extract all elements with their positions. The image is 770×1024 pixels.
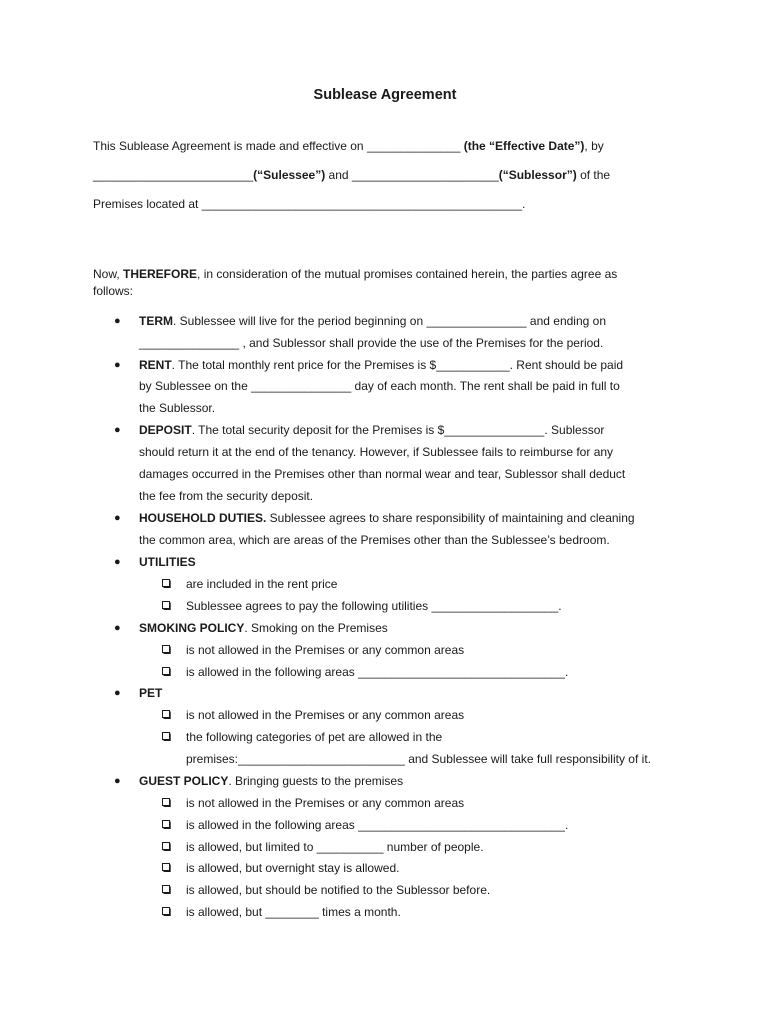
deposit-label: DEPOSIT bbox=[139, 423, 192, 437]
smoking-text: . Smoking on the Premises bbox=[244, 621, 388, 635]
bullet-icon: ● bbox=[114, 512, 121, 524]
guest-option-1: is not allowed in the Premises or any common areas bbox=[186, 796, 465, 810]
intro-text: of the bbox=[576, 168, 611, 182]
guest-option-3: is allowed, but limited to __________ number of people. bbox=[186, 840, 484, 854]
bullet-icon: ● bbox=[114, 622, 121, 634]
deposit-line-1 bbox=[139, 423, 604, 438]
bullet-icon: ● bbox=[114, 775, 121, 787]
household-text: Sublessee agrees to share responsibility of maintaining and cleaning bbox=[266, 511, 635, 525]
bullet-icon: ● bbox=[114, 556, 121, 568]
household-line-2: the common area, which are areas of the Premises other than the Sublessee’s bedroom. bbox=[139, 533, 610, 547]
checkbox-icon[interactable] bbox=[162, 732, 170, 740]
checkbox-icon[interactable] bbox=[162, 579, 170, 587]
household-label: HOUSEHOLD DUTIES. bbox=[139, 511, 267, 525]
checkbox-icon[interactable] bbox=[162, 667, 170, 675]
checkbox-icon[interactable] bbox=[162, 842, 170, 850]
smoking-option-2: is allowed in the following areas _______________________________. bbox=[186, 665, 569, 679]
smoking-line bbox=[139, 621, 388, 636]
utilities-option-1: are included in the rent price bbox=[186, 577, 338, 591]
checkbox-icon[interactable] bbox=[162, 820, 170, 828]
guest-option-5: is allowed, but should be notified to the Sublessor before. bbox=[186, 883, 491, 897]
sublessor-blank: and ______________________ bbox=[325, 168, 499, 182]
rent-line-2: by Sublessee on the _______________ day of each month. The rent shall be paid in full to bbox=[139, 379, 620, 393]
pet-option-2: the following categories of pet are allowed in the bbox=[186, 730, 443, 744]
pet-option-2-continued: premises:_________________________ and Sublessee will take full responsibility of it. bbox=[186, 752, 651, 766]
intro-line-1 bbox=[93, 139, 604, 154]
rent-line-1 bbox=[139, 358, 623, 373]
guest-label: GUEST POLICY bbox=[139, 774, 229, 788]
checkbox-icon[interactable] bbox=[162, 863, 170, 871]
deposit-line-4: the fee from the security deposit. bbox=[139, 489, 314, 503]
utilities-label: UTILITIES bbox=[139, 555, 196, 569]
therefore-keyword: THEREFORE bbox=[123, 267, 198, 281]
household-line-1 bbox=[139, 511, 635, 526]
utilities-option-2: Sublessee agrees to pay the following utilities ___________________. bbox=[186, 599, 562, 613]
intro-text: , by bbox=[584, 139, 604, 153]
rent-line-3: the Sublessor. bbox=[139, 401, 216, 415]
checkbox-icon[interactable] bbox=[162, 710, 170, 718]
guest-option-6: is allowed, but ________ times a month. bbox=[186, 905, 401, 919]
checkbox-icon[interactable] bbox=[162, 601, 170, 609]
term-label: TERM bbox=[139, 314, 173, 328]
intro-text: This Sublease Agreement is made and effective on ______________ bbox=[93, 139, 464, 153]
guest-line bbox=[139, 774, 403, 789]
sublessee-term: (“Sulessee”) bbox=[253, 168, 326, 182]
guest-option-4: is allowed, but overnight stay is allowed. bbox=[186, 861, 400, 875]
intro-line-2 bbox=[93, 168, 610, 183]
bullet-icon: ● bbox=[114, 424, 121, 436]
checkbox-icon[interactable] bbox=[162, 907, 170, 915]
checkbox-icon[interactable] bbox=[162, 885, 170, 893]
therefore-text: Now, bbox=[93, 267, 124, 281]
effective-date-term: (the “Effective Date”) bbox=[463, 139, 585, 153]
bullet-icon: ● bbox=[114, 359, 121, 371]
smoking-label: SMOKING POLICY bbox=[139, 621, 245, 635]
pet-option-1: is not allowed in the Premises or any common areas bbox=[186, 708, 465, 722]
deposit-text: . The total security deposit for the Premises is $_______________. Sublessor bbox=[191, 423, 605, 437]
premises-line: Premises located at ________________________________________________. bbox=[93, 197, 526, 211]
therefore-line-2: follows: bbox=[93, 284, 134, 298]
document-title: Sublease Agreement bbox=[313, 87, 457, 103]
term-line-2: _______________ , and Sublessor shall provide the use of the Premises for the period. bbox=[139, 336, 604, 350]
therefore-line-1 bbox=[93, 267, 617, 282]
smoking-option-1: is not allowed in the Premises or any common areas bbox=[186, 643, 465, 657]
bullet-icon: ● bbox=[114, 687, 121, 699]
checkbox-icon[interactable] bbox=[162, 645, 170, 653]
sublessor-term: (“Sublessor”) bbox=[498, 168, 577, 182]
rent-text: . The total monthly rent price for the Premises is $___________. Rent should be paid bbox=[171, 358, 624, 372]
guest-text: . Bringing guests to the premises bbox=[228, 774, 404, 788]
sublessee-blank: ________________________ bbox=[93, 168, 254, 182]
checkbox-icon[interactable] bbox=[162, 798, 170, 806]
deposit-line-3: damages occurred in the Premises other than normal wear and tear, Sublessor shall deduct bbox=[139, 467, 626, 481]
term-line-1 bbox=[139, 314, 606, 329]
pet-label: PET bbox=[139, 686, 163, 700]
bullet-icon: ● bbox=[114, 315, 121, 327]
guest-option-2: is allowed in the following areas _______________________________. bbox=[186, 818, 569, 832]
deposit-line-2: should return it at the end of the tenancy. However, if Sublessee fails to reimburse for any bbox=[139, 445, 614, 459]
rent-label: RENT bbox=[139, 358, 172, 372]
therefore-text: , in consideration of the mutual promises contained herein, the parties agree as bbox=[197, 267, 618, 281]
term-text: . Sublessee will live for the period beginning on _______________ and ending on bbox=[173, 314, 607, 328]
